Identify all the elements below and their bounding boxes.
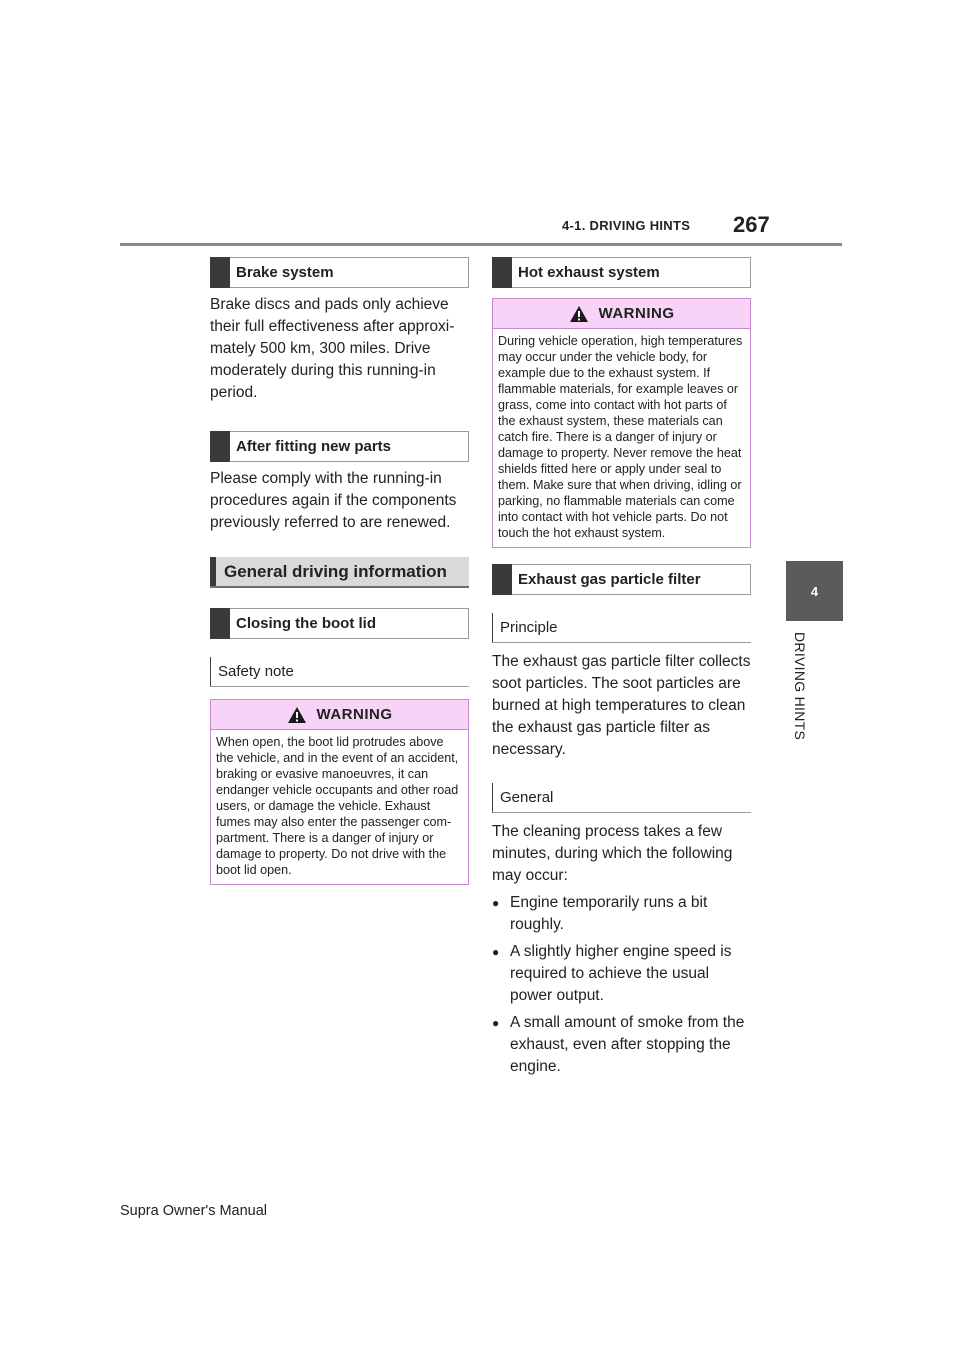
heading-text: Closing the boot lid <box>236 615 376 632</box>
heading-brake-system <box>210 257 469 288</box>
list-item: ● A slightly higher engine speed is required to achieve the usual power output. <box>492 941 751 1007</box>
subheading-text: General <box>500 789 554 806</box>
heading-general-driving <box>210 557 469 588</box>
warning-text: When open, the boot lid protrudes above the vehicle, and in the event of an accident, braking or evasive manoeuvres, it can endanger vehicle occupants and other road users, or damage the vehicle. Exhaust fumes may also enter the passenger compartment. There is a danger of injury or damage to property. Do not drive with the boot lid open. <box>216 735 459 877</box>
page-number: 267 <box>733 212 770 237</box>
brake-paragraph: Brake discs and pads only achieve their full effectiveness after approximately 500 km, 300 miles. Drive moderately during this running-in period. <box>210 296 455 401</box>
subheading-text: Safety note <box>218 663 294 680</box>
list-item: ● Engine temporarily runs a bit roughly. <box>492 892 751 936</box>
general-paragraph: The cleaning process takes a few minutes, during which the following may occur: <box>492 823 733 884</box>
warning-triangle-icon <box>287 706 307 724</box>
effects-list <box>492 892 751 1078</box>
heading-hot-exhaust <box>492 257 751 288</box>
heading-text: Brake system <box>236 264 334 281</box>
subheading-principle <box>492 613 751 643</box>
principle-paragraph: The exhaust gas particle filter collects soot particles. The soot particles are burned at high temperatures to clean the exhaust gas particle filter as necessary. <box>492 653 751 758</box>
right-column <box>492 257 751 1083</box>
warning-title: WARNING <box>316 706 393 723</box>
subheading-safety-note <box>210 657 469 687</box>
left-column <box>210 257 469 885</box>
chapter-tab[interactable]: 4 <box>786 561 843 621</box>
subheading-text: Principle <box>500 619 558 636</box>
list-item: ● A small amount of smoke from the exhaust, even after stopping the engine. <box>492 1012 751 1078</box>
chapter-label: DRIVING HINTS <box>792 632 808 741</box>
parts-paragraph: Please comply with the running-in procedures again if the components previously referred to are renewed. <box>210 470 457 531</box>
heading-after-fitting <box>210 431 469 462</box>
heading-text: Hot exhaust system <box>518 264 660 281</box>
warning-header <box>211 700 468 730</box>
warning-text: During vehicle operation, high temperatures may occur under the vehicle body, for example due to the exhaust system. If flammable materials, for example leaves or grass, come into contact with hot parts of the exhaust system, these materials can catch fire. There is a danger of injury or damage to property. Never remove the heat shields fitted here or apply under seal to them. Make sure that when driving, idling or parking, no flammable materials can come into contact with hot vehicle parts. Do not touch the hot exhaust system. <box>498 334 743 540</box>
footer-manual-title: Supra Owner's Manual <box>120 1203 268 1219</box>
subheading-general <box>492 783 751 813</box>
warning-box-boot-lid <box>210 699 469 885</box>
warning-box-exhaust <box>492 298 751 548</box>
heading-particle-filter <box>492 564 751 595</box>
heading-text: Exhaust gas particle filter <box>518 571 701 588</box>
warning-header <box>493 299 750 329</box>
section-title: 4-1. DRIVING HINTS <box>562 218 691 233</box>
heading-text: General driving information <box>224 561 447 581</box>
heading-text: After fitting new parts <box>236 438 392 455</box>
warning-title: WARNING <box>598 305 675 322</box>
heading-closing-boot-lid <box>210 608 469 639</box>
warning-triangle-icon <box>569 305 589 323</box>
header-divider <box>120 243 842 246</box>
